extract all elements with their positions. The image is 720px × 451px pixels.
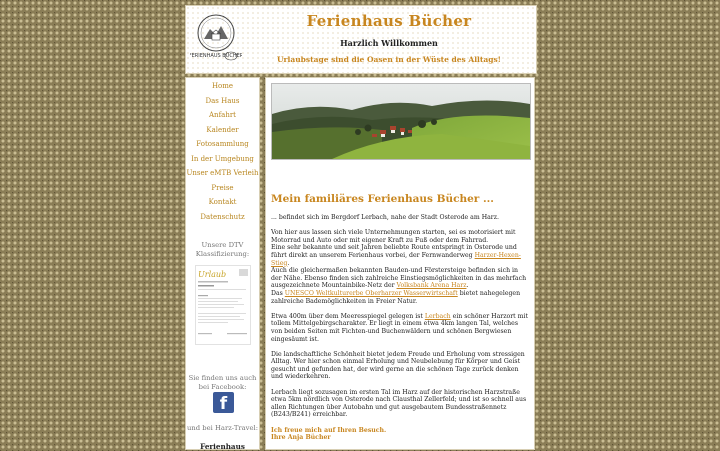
site-header	[185, 5, 537, 74]
closing-signature: Ich freue mich auf Ihren Besuch. Ihre Anja Bücher	[271, 426, 387, 442]
paragraph-lerbach: Etwa 400m über dem Meeresspiegel gelegen ist Lerbach ein schöner Harzort mit tollem Mittelgebirgscharakter. Er liegt in einem etwa 4km langen Tal, welches von beiden Seiten mit Fichten-und Buchenwäldern und schönen Bergwiesen eingesäumt ist.	[271, 312, 528, 343]
nav-item-fotosammlung[interactable]: Fotosammlung	[196, 140, 249, 148]
nav-item-emtb-verleih[interactable]: Unser eMTB Verleih	[186, 169, 259, 177]
nav-item-datenschutz[interactable]: Datenschutz	[200, 212, 245, 221]
dtv-classification-label: Unsere DTV Klassifizierung:	[195, 241, 250, 258]
welcome-text: Harzlich Willkommen	[340, 38, 438, 48]
svg-text:FERIENHAUS BÜCHER: FERIENHAUS BÜCHER	[190, 53, 242, 59]
intro-text	[271, 214, 529, 449]
link-lerbach[interactable]: Lerbach	[424, 312, 451, 320]
site-title: Ferienhaus Bücher	[306, 12, 472, 30]
tagline: Urlaubstage sind die Oasen in der Wüste des Alltags!	[277, 55, 501, 64]
link-harzer-hexen-stieg[interactable]: Harzer-Hexen-Stieg	[271, 251, 521, 267]
nav-item-home[interactable]: Home	[211, 82, 234, 90]
facebook-label: Sie finden uns auch bei Facebook:	[188, 374, 257, 391]
nav-item-das-haus[interactable]: Das Haus	[205, 96, 240, 105]
paragraph-activities: Von hier aus lassen sich viele Unternehmungen starten, sei es motorisiert mit Motorrad und Auto oder mit eigener Kraft zu Fuß oder dem Fahrrad. Eine sehr bekannte und seit Jahren beliebte Route entspringt in Osterode und führt direkt an unserem Ferienhaus vorbei, der Fernwanderweg Harzer-Hexen-Stieg. Auch die gleichermaßen bekannten Bauden-und Förstersteige befinden sich in der Nähe. Ebenso finden sich zahlreiche Einstiegsmöglichkeiten in das mehrfach ausgezeichnete Mountainbike-Netz der Volksbank Arena Harz. Das UNESCO Weltkulturerbe Oberharzer Wasserwirtschaft bietet nahegelegen zahlreiche Bademöglichkeiten in Freier Natur.	[271, 229, 527, 305]
harz-travel-label: und bei Harz-Travel:	[187, 424, 258, 432]
main-navigation	[186, 79, 259, 224]
nav-item-umgebung[interactable]: In der Umgebung	[191, 154, 254, 163]
link-unesco-wasserwirtschaft[interactable]: UNESCO Weltkulturerbe Oberharzer Wasserwirtschaft	[284, 289, 458, 297]
dtv-certificate-image[interactable]	[195, 265, 251, 345]
landscape-photo	[271, 83, 531, 160]
nav-item-kontakt[interactable]: Kontakt	[208, 198, 237, 206]
paragraph-location: ... befindet sich im Bergdorf Lerbach, nahe der Stadt Osterode am Harz.	[271, 214, 499, 221]
page-heading: Mein familiäres Ferienhaus Bücher ...	[271, 193, 494, 205]
nav-item-kalender[interactable]: Kalender	[206, 125, 239, 134]
sidebar	[185, 77, 260, 450]
dtv-card-brand: Urlaub	[198, 270, 227, 279]
paragraph-directions: Lerbach liegt sozusagen im ersten Tal im Harz auf der historischen Harzstraße etwa 5km nördlich von Osterode nach Clausthal Zellerfeld; und ist so schnell aus allen Richtungen über Autobahn und gut ausgebautem Bundesstraßennetz (B243/B241) erreichbar.	[271, 388, 527, 419]
nav-item-preise[interactable]: Preise	[211, 183, 234, 192]
facebook-icon[interactable]: f	[213, 392, 234, 413]
ferienhaus-logo[interactable]	[190, 9, 242, 67]
harz-travel-link[interactable]: Ferienhaus	[200, 442, 245, 451]
paragraph-landscape: Die landschaftliche Schönheit bietet jedem Freude und Erholung vom stressigen Alltag. Wer hier schon einmal Erholung und Neubelebung für Körper und Geist gesucht und gefunden hat, der wird gerne an die schönen Tage zurück denken und wiederkehren.	[271, 350, 525, 381]
nav-item-anfahrt[interactable]: Anfahrt	[209, 111, 236, 119]
main-content	[265, 77, 535, 450]
link-volksbank-arena-harz[interactable]: Volksbank Arena Harz	[396, 282, 467, 290]
